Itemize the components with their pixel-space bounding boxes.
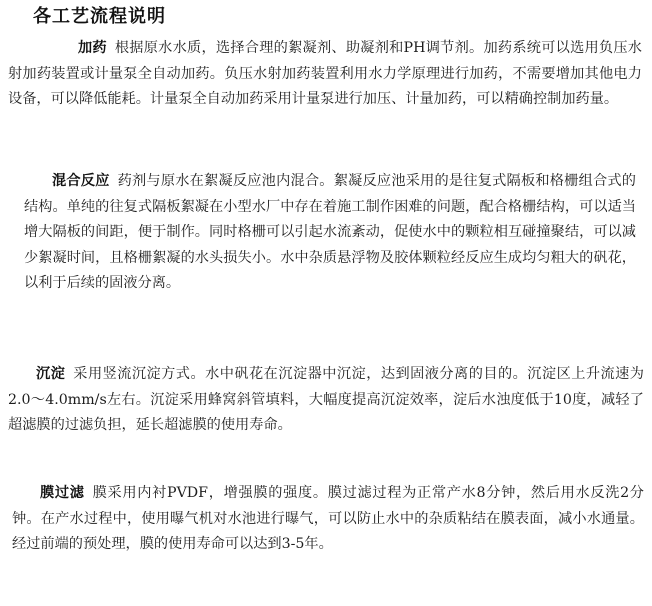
section-text: 膜采用内衬PVDF，增强膜的强度。膜过滤过程为正常产水8分钟，然后用水反洗2分钟。在产水过程中，使用曝气机对水池进行曝气，可以防止水中的杂质粘结在膜表面，减小水通量。经过前端的预处理，膜的使用寿命可以达到3-5年。 bbox=[12, 485, 644, 553]
section-term: 加药 bbox=[78, 40, 107, 56]
section-text: 药剂与原水在絮凝反应池内混合。絮凝反应池采用的是往复式隔板和格栅组合式的结构。单纯的往复式隔板絮凝在小型水厂中存在着施工制作困难的问题，配合格栅结构，可以适当增大隔板的间距，便于制作。同时格栅可以引起水流紊动，促使水中的颗粒相互碰撞聚结，可以减少絮凝时间，且格栅絮凝的水头损失小。水中杂质悬浮物及胶体颗粒经反应生成均匀粗大的矾花，以利于后续的固液分离。 bbox=[24, 173, 636, 292]
document-title: 各工艺流程说明 bbox=[33, 6, 166, 27]
section-text: 采用竖流沉淀方式。水中矾花在沉淀器中沉淀，达到固液分离的目的。沉淀区上升流速为2.0～4.0mm/s左右。沉淀采用蜂窝斜管填料，大幅度提高沉淀效率，淀后水浊度低于10度，减轻了超滤膜的过滤负担，延长超滤膜的使用寿命。 bbox=[8, 366, 644, 434]
section-term: 膜过滤 bbox=[40, 485, 85, 501]
section-mixing-reaction bbox=[24, 169, 636, 297]
section-term: 沉淀 bbox=[36, 366, 66, 382]
section-membrane-filtration bbox=[12, 481, 644, 558]
section-dosing bbox=[8, 36, 642, 113]
section-term: 混合反应 bbox=[52, 173, 110, 189]
section-sedimentation bbox=[8, 362, 644, 439]
section-text: 根据原水水质，选择合理的絮凝剂、助凝剂和PH调节剂。加药系统可以选用负压水射加药装置或计量泵全自动加药。负压水射加药装置利用水力学原理进行加药，不需要增加其他电力设备，可以降低能耗。计量泵全自动加药采用计量泵进行加压、计量加药，可以精确控制加药量。 bbox=[8, 40, 642, 108]
